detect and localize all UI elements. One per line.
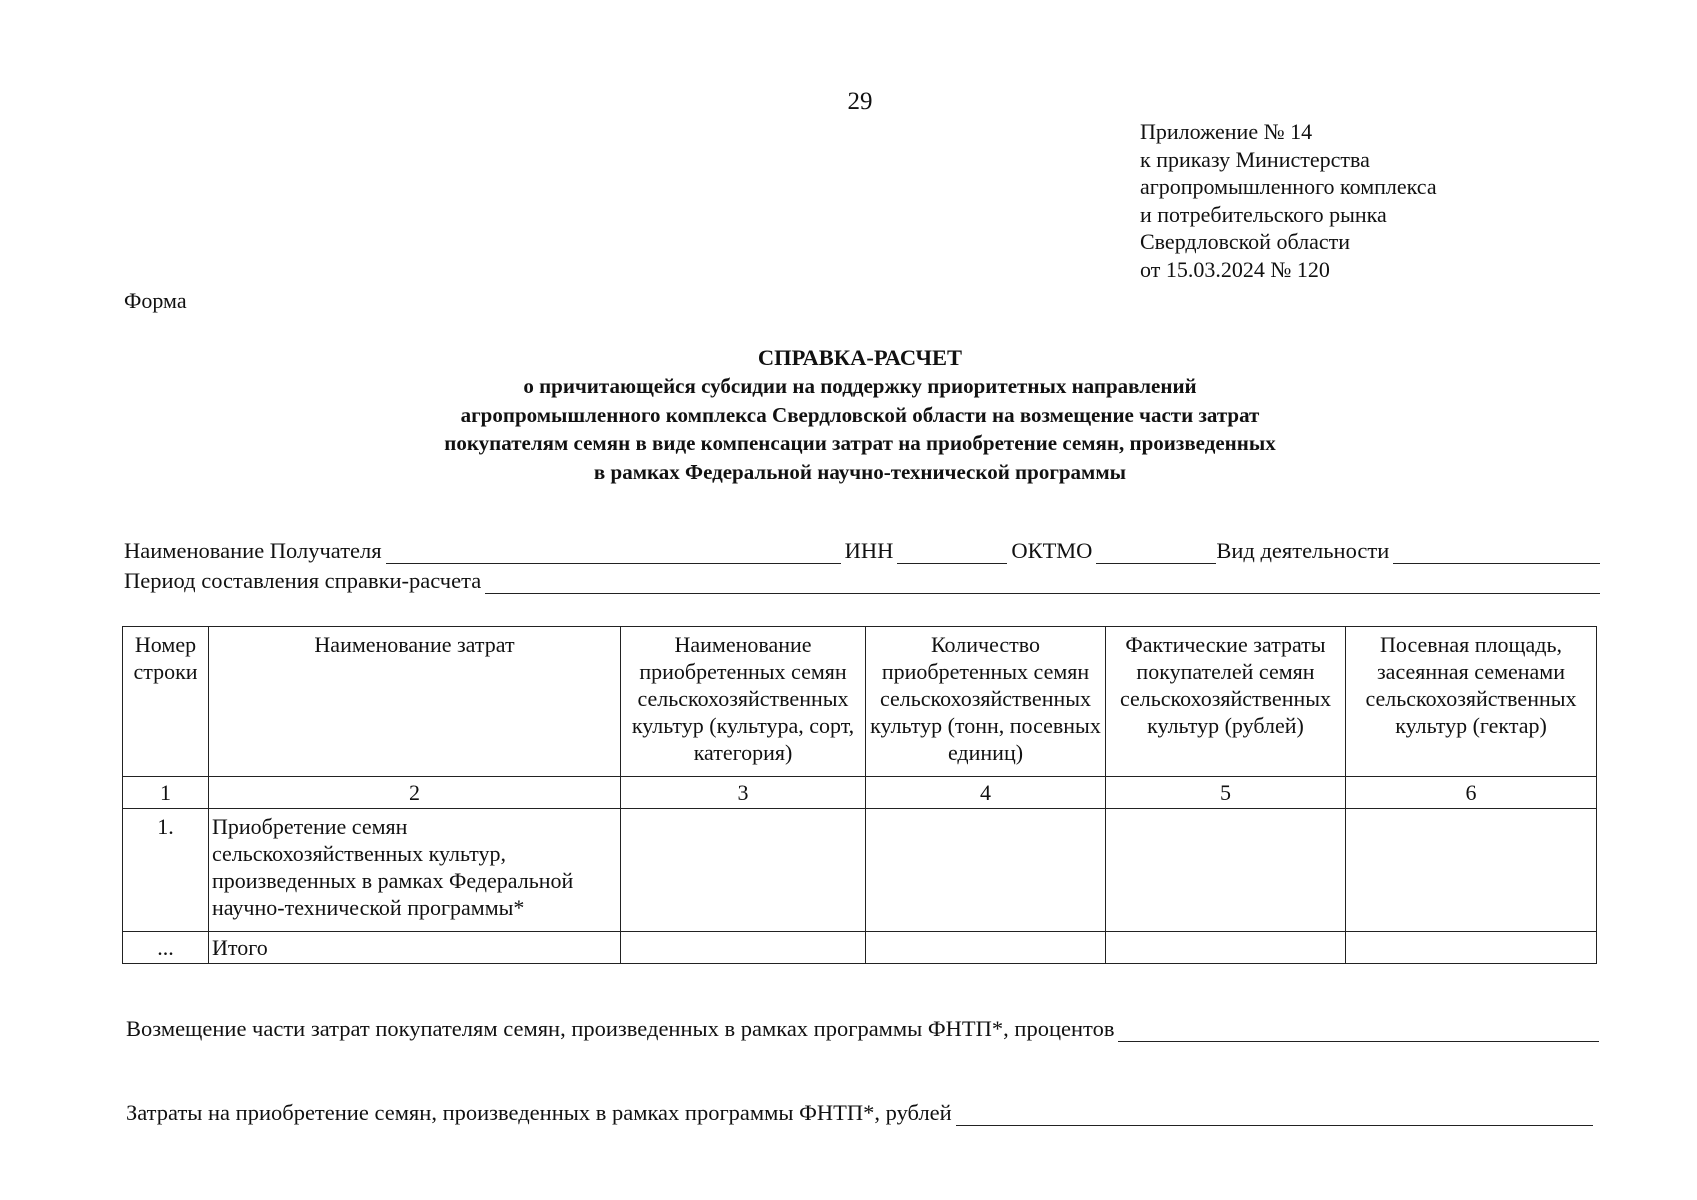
recipient-label: Наименование Получателя (124, 538, 382, 563)
inn-field[interactable] (897, 543, 1007, 564)
reimbursement-field[interactable] (1118, 1021, 1599, 1042)
column-number: 4 (866, 777, 1106, 809)
table-cell[interactable] (1346, 932, 1597, 964)
subtitle-line: покупателям семян в виде компенсации затрат на приобретение семян, произведенных (444, 431, 1276, 455)
column-number: 3 (621, 777, 866, 809)
costs-label: Затраты на приобретение семян, произведенных в рамках программы ФНТП*, рублей (126, 1100, 952, 1125)
recipient-field[interactable] (386, 543, 841, 564)
appendix-line: от 15.03.2024 № 120 (1140, 256, 1330, 282)
table-row (123, 809, 1597, 932)
inn-label: ИНН (844, 538, 894, 563)
oktmo-field[interactable] (1096, 543, 1216, 564)
table-cell[interactable] (621, 809, 866, 932)
table-cell[interactable] (1106, 809, 1346, 932)
table-row (123, 932, 1597, 964)
row-name: Приобретение семян сельскохозяйственных культур, произведенных в рамках Федеральной научно-технической программы* (209, 809, 621, 932)
period-field[interactable] (485, 573, 1600, 594)
column-header: Посевная площадь, засеянная семенами сельскохозяйственных культур (гектар) (1346, 627, 1597, 777)
document-title: СПРАВКА-РАСЧЕТ (757, 345, 963, 370)
costs-line (126, 1100, 1593, 1126)
activity-field[interactable] (1393, 543, 1600, 564)
appendix-line: и потребительского рынка (1140, 201, 1387, 227)
table-cell[interactable] (866, 932, 1106, 964)
column-header: Номер строки (123, 627, 209, 777)
column-header: Наименование приобретенных семян сельскохозяйственных культур (культура, сорт, категория) (621, 627, 866, 777)
table-cell[interactable] (1346, 809, 1597, 932)
costs-field[interactable] (956, 1105, 1593, 1126)
appendix-line: к приказу Министерства (1140, 146, 1370, 172)
subtitle-line: агропромышленного комплекса Свердловской области на возмещение части затрат (460, 402, 1260, 427)
column-number: 6 (1346, 777, 1597, 809)
period-line (124, 568, 1600, 594)
oktmo-label: ОКТМО (1011, 538, 1093, 563)
table-header-row (123, 627, 1597, 777)
appendix-line: Приложение № 14 (1140, 119, 1313, 144)
appendix-line: агропромышленного комплекса (1140, 174, 1437, 200)
table-cell[interactable] (1106, 932, 1346, 964)
appendix-block (1140, 118, 1437, 284)
subtitle-line: о причитающейся субсидии на поддержку приоритетных направлений (523, 374, 1197, 398)
appendix-line: Свердловской области (1140, 229, 1350, 255)
table-cell[interactable] (866, 809, 1106, 932)
document-subtitle (0, 372, 1697, 486)
calculation-table (122, 626, 1597, 964)
table-cell[interactable] (621, 932, 866, 964)
reimbursement-label: Возмещение части затрат покупателям семян, произведенных в рамках программы ФНТП*, процентов (126, 1016, 1115, 1041)
subtitle-line: в рамках Федеральной научно-технической программы (593, 459, 1127, 484)
row-number: ... (123, 932, 209, 964)
period-label: Период составления справки-расчета (124, 568, 482, 593)
column-header: Наименование затрат (209, 627, 621, 777)
column-number: 5 (1106, 777, 1346, 809)
column-number: 1 (123, 777, 209, 809)
activity-label: Вид деятельности (1216, 538, 1390, 563)
recipient-line (124, 538, 1600, 564)
document-heading (0, 343, 1697, 486)
page-number: 29 (847, 88, 873, 115)
column-header: Количество приобретенных семян сельскохозяйственных культур (тонн, посевных единиц) (866, 627, 1106, 777)
column-number: 2 (209, 777, 621, 809)
row-number: 1. (123, 809, 209, 932)
reimbursement-line (126, 1016, 1599, 1042)
form-label: Форма (124, 288, 187, 313)
row-name: Итого (209, 932, 621, 964)
column-number-row (123, 777, 1597, 809)
column-header: Фактические затраты покупателей семян сельскохозяйственных культур (рублей) (1106, 627, 1346, 777)
